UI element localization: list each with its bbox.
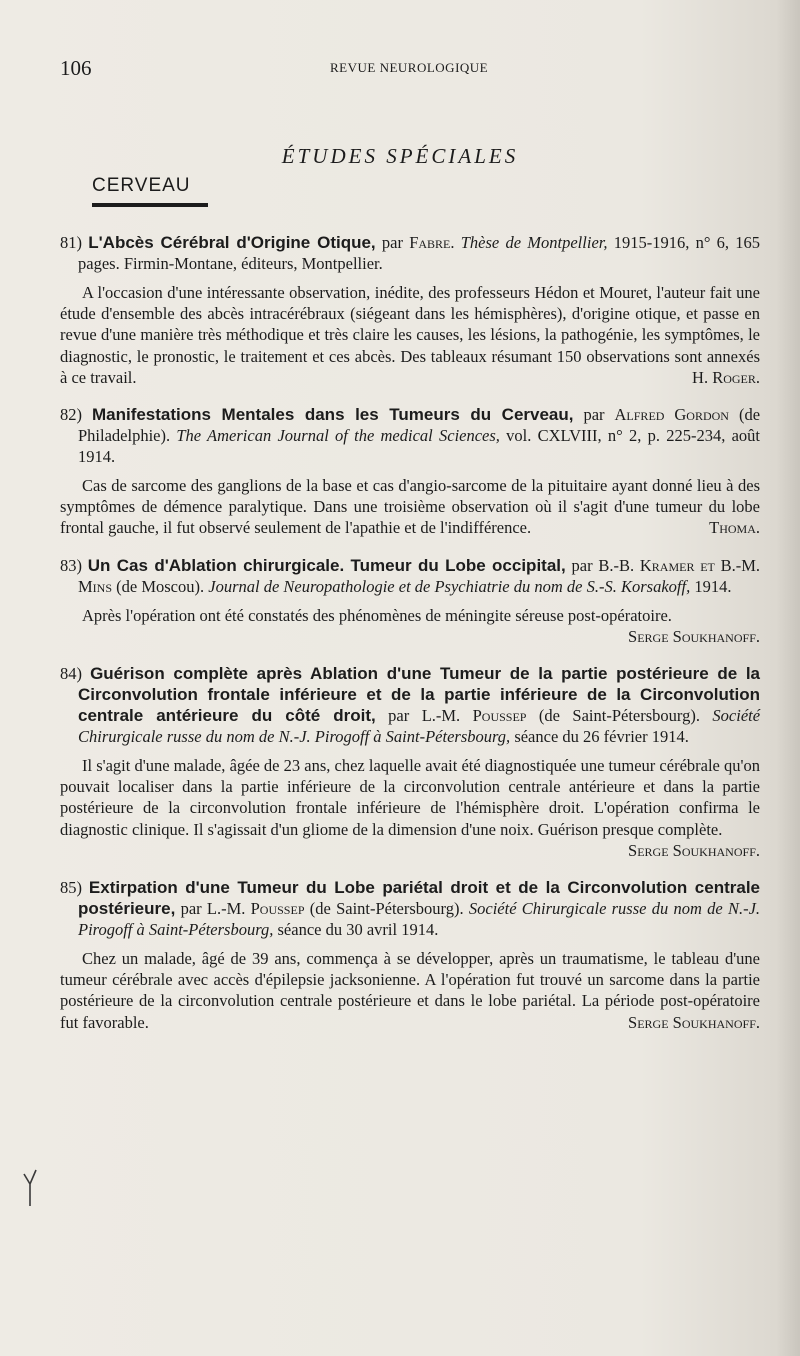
article-affiliation: (de Moscou). xyxy=(116,576,205,596)
article-body xyxy=(60,948,760,1033)
article-source: Société Chirurgicale russe du nom de N.-J. Pirogoff à Saint-Pétersbourg, xyxy=(78,899,761,940)
article-author: L.-M. Poussep xyxy=(421,706,527,726)
article-number: 85) xyxy=(60,878,82,898)
article-82 xyxy=(60,404,760,539)
article-by: par xyxy=(381,233,403,252)
article-signature: H. Roger. xyxy=(692,367,760,387)
rubric-underline xyxy=(92,203,208,207)
article-by: par xyxy=(583,405,605,425)
article-author: Alfred Gordon xyxy=(614,405,729,425)
article-details: vol. CXLVIII, n° 2, p. 225-234, août 1914. xyxy=(78,426,760,467)
journal-name: REVUE NEUROLOGIQUE xyxy=(330,60,489,75)
article-source: The American Journal of the medical Sciences, xyxy=(176,426,500,446)
article-title: Un Cas d'Ablation chirurgicale. Tumeur du Lobe occipital, xyxy=(87,555,566,575)
article-details: séance du 26 février 1914. xyxy=(514,727,689,747)
article-number: 83) xyxy=(60,555,82,575)
article-list xyxy=(60,232,760,1049)
article-title: Extirpation d'une Tumeur du Lobe pariétal droit et de la Circonvolution centrale postérieure, xyxy=(78,878,760,919)
section-title: ÉTUDES SPÉCIALES xyxy=(281,144,519,168)
article-by: par xyxy=(180,899,202,919)
rubric-heading: CERVEAU xyxy=(92,175,191,196)
article-title: L'Abcès Cérébral d'Origine Otique, xyxy=(88,233,376,252)
article-author: L.-M. Poussep xyxy=(206,899,305,919)
article-body-text: Après l'opération ont été constatés des phénomènes de méningite séreuse post-opératoire. xyxy=(82,605,672,625)
article-body-text: A l'occasion d'une intéressante observation, inédite, des professeurs Hédon et Mouret, l'auteur fait une étude d'ensemble des abcès intracérébraux (siégeant dans les hémisphères), d'origine otique, et passe en revue d'une manière très méthodique et très claire les causes, les lésions, la pathogénie, les symptômes, le diagnostic, le pronostic, le traitement et ces abcès. Des tableaux résumant 150 observations sont annexés à ce travail. xyxy=(60,283,760,387)
article-source: Thèse de Montpellier, xyxy=(460,233,608,252)
article-number: 81) xyxy=(60,233,82,252)
article-heading xyxy=(60,404,760,467)
article-signature: Serge Soukhanoff. xyxy=(628,840,760,860)
article-signature: Thoma. xyxy=(709,518,760,538)
page-number: 106 xyxy=(60,56,92,80)
article-heading xyxy=(60,555,760,597)
article-85 xyxy=(60,877,760,1033)
article-body-text: Il s'agit d'une malade, âgée de 23 ans, chez laquelle avait été diagnostiquée une tumeur cérébrale qu'on pouvait localiser dans la partie inférieure de la circonvolution centrale antérieure et dans la partie postérieure de la circonvolution frontale inférieure de l'hémisphère droit. L'opération confirma le diagnostic clinique. Il s'agissait d'un gliome de la dimension d'une noix. Guérison presque complète. xyxy=(60,756,760,839)
article-title: Manifestations Mentales dans les Tumeurs du Cerveau, xyxy=(91,405,574,425)
article-signature: Serge Soukhanoff. xyxy=(628,1012,760,1032)
article-heading xyxy=(60,877,760,940)
article-body xyxy=(60,282,760,388)
article-signature: Serge Soukhanoff. xyxy=(628,626,760,646)
article-number: 84) xyxy=(60,664,82,684)
article-affiliation: (de Saint-Pétersbourg). xyxy=(309,899,464,919)
article-details: 1914. xyxy=(694,576,732,596)
article-source: Société Chirurgicale russe du nom de N.-J. Pirogoff à Saint-Pétersbourg, xyxy=(78,706,761,747)
article-body-text: Cas de sarcome des ganglions de la base et cas d'angio-sarcome de la pituitaire ayant donné lieu à des symptômes de démence paralytique. Dans une troisième observation où il s'agit d'une tumeur du lobe frontal gauche, il fut observé seulement de l'apathie et de l'indifférence. xyxy=(60,476,760,538)
article-author: B.-B. Kramer et B.-M. Mins xyxy=(78,555,761,596)
running-head xyxy=(60,56,760,80)
article-83 xyxy=(60,555,760,647)
article-body-text: Chez un malade, âgé de 39 ans, commença à se développer, après un traumatisme, le tableau d'une tumeur cérébrale avec accès d'épilepsie jacksonienne. A l'opération fut trouvé un sarcome dans la partie postérieure de la circonvolution centrale postérieure et dans le lobe pariétal. La période post-opératoire fut favorable. xyxy=(60,949,760,1032)
article-body xyxy=(60,605,760,646)
pencil-mark-icon xyxy=(22,1168,38,1208)
article-source: Journal de Neuropathologie et de Psychiatrie du nom de S.-S. Korsakoff, xyxy=(208,576,691,596)
article-number: 82) xyxy=(60,405,82,425)
article-affiliation: (de Philadelphie). xyxy=(78,405,761,446)
article-heading xyxy=(60,232,760,274)
article-by: par xyxy=(571,555,593,575)
article-details: 1915-1916, n° 6, 165 pages. Firmin-Montane, éditeurs, Montpellier. xyxy=(78,233,761,273)
article-84 xyxy=(60,663,760,861)
article-affiliation: (de Saint-Pétersbourg). xyxy=(538,706,700,726)
article-author: Fabre. xyxy=(409,233,455,252)
article-details: séance du 30 avril 1914. xyxy=(277,920,439,940)
article-body xyxy=(60,475,760,539)
article-title: Guérison complète après Ablation d'une Tumeur de la partie postérieure de la Circonvolution frontale inférieure et de la partie inférieure de la Circonvolution centrale antérieure du côté droit, xyxy=(78,664,761,726)
article-by: par xyxy=(388,706,410,726)
article-body xyxy=(60,755,760,860)
article-heading xyxy=(60,663,760,747)
article-81 xyxy=(60,232,760,388)
